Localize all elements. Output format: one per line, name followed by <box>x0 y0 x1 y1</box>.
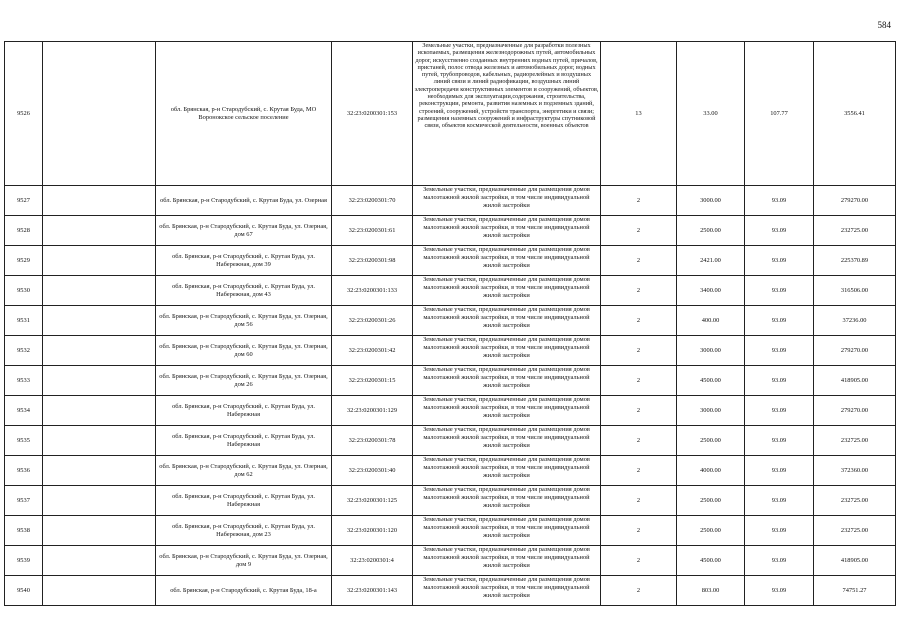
area-cell: 803.00 <box>677 576 745 606</box>
specific-value-cell: 93.09 <box>745 366 814 396</box>
specific-value-cell: 93.09 <box>745 276 814 306</box>
address-cell: обл. Брянская, р-н Стародубский, с. Крутая Буда, ул. Набережная <box>156 486 332 516</box>
permitted-use-cell: Земельные участки, предназначенные для размещения домов малоэтажной жилой застройки, в том числе индивидуальной жилой застройки <box>413 486 601 516</box>
permitted-use-cell: Земельные участки, предназначенные для размещения домов малоэтажной жилой застройки, в том числе индивидуальной жилой застройки <box>413 576 601 606</box>
row-number-cell: 9539 <box>5 546 43 576</box>
cadastral-value-cell: 316506.00 <box>814 276 896 306</box>
empty-cell <box>43 42 156 186</box>
permitted-use-cell: Земельные участки, предназначенные для размещения домов малоэтажной жилой застройки, в том числе индивидуальной жилой застройки <box>413 186 601 216</box>
cadastral-number-cell: 32:23:0200301:120 <box>332 516 413 546</box>
cadastral-value-cell: 232725.00 <box>814 426 896 456</box>
address-cell: обл. Брянская, р-н Стародубский, с. Крутая Буда, ул. Набережная <box>156 426 332 456</box>
area-cell: 2500.00 <box>677 216 745 246</box>
group-code-cell: 2 <box>601 216 677 246</box>
address-cell: обл. Брянская, р-н Стародубский, с. Крутая Буда, ул. Озерная, дом 26 <box>156 366 332 396</box>
table-row <box>5 486 896 516</box>
specific-value-cell: 93.09 <box>745 246 814 276</box>
area-cell: 2500.00 <box>677 486 745 516</box>
permitted-use-cell: Земельные участки, предназначенные для размещения домов малоэтажной жилой застройки, в том числе индивидуальной жилой застройки <box>413 276 601 306</box>
group-code-cell: 2 <box>601 186 677 216</box>
specific-value-cell: 93.09 <box>745 456 814 486</box>
area-cell: 4500.00 <box>677 546 745 576</box>
permitted-use-cell: Земельные участки, предназначенные для размещения домов малоэтажной жилой застройки, в том числе индивидуальной жилой застройки <box>413 366 601 396</box>
cadastral-number-cell: 32:23:0200301:125 <box>332 486 413 516</box>
empty-cell <box>43 396 156 426</box>
address-cell: обл. Брянская, р-н Стародубский, с. Крутая Буда, ул. Набережная <box>156 396 332 426</box>
row-number-cell: 9533 <box>5 366 43 396</box>
cadastral-value-cell: 225370.89 <box>814 246 896 276</box>
area-cell: 4500.00 <box>677 366 745 396</box>
permitted-use-cell: Земельные участки, предназначенные для размещения домов малоэтажной жилой застройки, в том числе индивидуальной жилой застройки <box>413 426 601 456</box>
row-number-cell: 9528 <box>5 216 43 246</box>
cadastral-value-cell: 279270.00 <box>814 336 896 366</box>
empty-cell <box>43 186 156 216</box>
permitted-use-cell: Земельные участки, предназначенные для размещения домов малоэтажной жилой застройки, в том числе индивидуальной жилой застройки <box>413 216 601 246</box>
address-cell: обл. Брянская, р-н Стародубский, с. Крутая Буда, ул. Набережная, дом 39 <box>156 246 332 276</box>
cadastral-number-cell: 32:23:0200301:70 <box>332 186 413 216</box>
table-row <box>5 426 896 456</box>
group-code-cell: 2 <box>601 546 677 576</box>
group-code-cell: 2 <box>601 486 677 516</box>
cadastral-number-cell: 32:23:0200301:143 <box>332 576 413 606</box>
permitted-use-cell: Земельные участки, предназначенные для размещения домов малоэтажной жилой застройки, в том числе индивидуальной жилой застройки <box>413 336 601 366</box>
permitted-use-cell: Земельные участки, предназначенные для размещения домов малоэтажной жилой застройки, в том числе индивидуальной жилой застройки <box>413 246 601 276</box>
cadastral-value-table <box>4 41 896 606</box>
group-code-cell: 2 <box>601 246 677 276</box>
area-cell: 2500.00 <box>677 426 745 456</box>
table-row <box>5 456 896 486</box>
row-number-cell: 9529 <box>5 246 43 276</box>
address-cell: обл. Брянская, р-н Стародубский, с. Крутая Буда, МО Воронокское сельское поселение <box>156 42 332 186</box>
table-row <box>5 42 896 186</box>
cadastral-value-cell: 418905.00 <box>814 366 896 396</box>
table-body <box>5 42 896 606</box>
group-code-cell: 2 <box>601 366 677 396</box>
specific-value-cell: 93.09 <box>745 576 814 606</box>
specific-value-cell: 93.09 <box>745 426 814 456</box>
page-number: 584 <box>877 20 891 30</box>
row-number-cell: 9530 <box>5 276 43 306</box>
group-code-cell: 2 <box>601 516 677 546</box>
address-cell: обл. Брянская, р-н Стародубский, с. Крутая Буда, ул. Озерная <box>156 186 332 216</box>
cadastral-value-cell: 232725.00 <box>814 516 896 546</box>
row-number-cell: 9540 <box>5 576 43 606</box>
empty-cell <box>43 486 156 516</box>
empty-cell <box>43 246 156 276</box>
permitted-use-cell: Земельные участки, предназначенные для размещения домов малоэтажной жилой застройки, в том числе индивидуальной жилой застройки <box>413 546 601 576</box>
empty-cell <box>43 276 156 306</box>
table-row <box>5 546 896 576</box>
empty-cell <box>43 456 156 486</box>
table-row <box>5 366 896 396</box>
table-row <box>5 516 896 546</box>
empty-cell <box>43 216 156 246</box>
cadastral-value-cell: 232725.00 <box>814 486 896 516</box>
address-cell: обл. Брянская, р-н Стародубский, с. Крутая Буда, ул. Озерная, дом 56 <box>156 306 332 336</box>
area-cell: 2500.00 <box>677 516 745 546</box>
address-cell: обл. Брянская, р-н Стародубский, с. Крутая Буда, ул. Озерная, дом 62 <box>156 456 332 486</box>
group-code-cell: 2 <box>601 336 677 366</box>
address-cell: обл. Брянская, р-н Стародубский, с. Крутая Буда, ул. Озерная, дом 67 <box>156 216 332 246</box>
specific-value-cell: 93.09 <box>745 306 814 336</box>
group-code-cell: 2 <box>601 426 677 456</box>
cadastral-number-cell: 32:23:0200301:15 <box>332 366 413 396</box>
area-cell: 33.00 <box>677 42 745 186</box>
empty-cell <box>43 516 156 546</box>
empty-cell <box>43 576 156 606</box>
cadastral-number-cell: 32:23:0200301:61 <box>332 216 413 246</box>
group-code-cell: 2 <box>601 576 677 606</box>
cadastral-number-cell: 32:23:0200301:98 <box>332 246 413 276</box>
row-number-cell: 9532 <box>5 336 43 366</box>
table-row <box>5 336 896 366</box>
table-row <box>5 576 896 606</box>
group-code-cell: 2 <box>601 306 677 336</box>
address-cell: обл. Брянская, р-н Стародубский, с. Крутая Буда, ул. Озерная, дом 60 <box>156 336 332 366</box>
row-number-cell: 9536 <box>5 456 43 486</box>
row-number-cell: 9538 <box>5 516 43 546</box>
row-number-cell: 9526 <box>5 42 43 186</box>
cadastral-value-cell: 74751.27 <box>814 576 896 606</box>
area-cell: 3000.00 <box>677 186 745 216</box>
table-row <box>5 276 896 306</box>
cadastral-number-cell: 32:23:0200301:4 <box>332 546 413 576</box>
table-row <box>5 216 896 246</box>
empty-cell <box>43 366 156 396</box>
permitted-use-cell: Земельные участки, предназначенные для размещения домов малоэтажной жилой застройки, в том числе индивидуальной жилой застройки <box>413 396 601 426</box>
group-code-cell: 2 <box>601 276 677 306</box>
cadastral-number-cell: 32:23:0200301:78 <box>332 426 413 456</box>
group-code-cell: 2 <box>601 456 677 486</box>
permitted-use-cell: Земельные участки, предназначенные для разработки полезных ископаемых, размещения железнодорожных путей, автомобильных дорог, искусственно созданных внутренних водных путей, причалов, пристаней, полос отвода железных и автомобильных дорог, водных путей, трубопроводов, кабельных, радиорелейных и воздушных линий связи и линий радиофикации, воздушных линий электропередачи конструктивных элементов и сооружений, объектов, необходимых для эксплуатации,содержания, строительства, реконструкции, ремонта, развития наземных и подземных зданий, строений, сооружений, устройств транспорта, энергетики и связи; размещения наземных сооружений и инфраструктуры спутниковой связи, объектов космической деятельности, военных объектов <box>413 42 601 186</box>
row-number-cell: 9537 <box>5 486 43 516</box>
cadastral-value-cell: 279270.00 <box>814 396 896 426</box>
area-cell: 3400.00 <box>677 276 745 306</box>
specific-value-cell: 93.09 <box>745 186 814 216</box>
empty-cell <box>43 426 156 456</box>
cadastral-value-cell: 232725.00 <box>814 216 896 246</box>
specific-value-cell: 93.09 <box>745 486 814 516</box>
row-number-cell: 9534 <box>5 396 43 426</box>
empty-cell <box>43 306 156 336</box>
cadastral-value-cell: 279270.00 <box>814 186 896 216</box>
row-number-cell: 9527 <box>5 186 43 216</box>
table-row <box>5 396 896 426</box>
table-row <box>5 306 896 336</box>
empty-cell <box>43 546 156 576</box>
address-cell: обл. Брянская, р-н Стародубский, с. Крутая Буда, 18-а <box>156 576 332 606</box>
row-number-cell: 9531 <box>5 306 43 336</box>
empty-cell <box>43 336 156 366</box>
group-code-cell: 2 <box>601 396 677 426</box>
permitted-use-cell: Земельные участки, предназначенные для размещения домов малоэтажной жилой застройки, в том числе индивидуальной жилой застройки <box>413 516 601 546</box>
cadastral-number-cell: 32:23:0200301:133 <box>332 276 413 306</box>
area-cell: 3000.00 <box>677 336 745 366</box>
cadastral-value-cell: 418905.00 <box>814 546 896 576</box>
table-row <box>5 186 896 216</box>
cadastral-number-cell: 32:23:0200301:26 <box>332 306 413 336</box>
address-cell: обл. Брянская, р-н Стародубский, с. Крутая Буда, ул. Набережная, дом 43 <box>156 276 332 306</box>
specific-value-cell: 93.09 <box>745 516 814 546</box>
cadastral-number-cell: 32:23:0200301:129 <box>332 396 413 426</box>
area-cell: 3000.00 <box>677 396 745 426</box>
specific-value-cell: 93.09 <box>745 396 814 426</box>
cadastral-number-cell: 32:23:0200301:40 <box>332 456 413 486</box>
row-number-cell: 9535 <box>5 426 43 456</box>
area-cell: 2421.00 <box>677 246 745 276</box>
permitted-use-cell: Земельные участки, предназначенные для размещения домов малоэтажной жилой застройки, в том числе индивидуальной жилой застройки <box>413 306 601 336</box>
specific-value-cell: 107.77 <box>745 42 814 186</box>
area-cell: 4000.00 <box>677 456 745 486</box>
cadastral-value-cell: 3556.41 <box>814 42 896 186</box>
address-cell: обл. Брянская, р-н Стародубский, с. Крутая Буда, ул. Набережная, дом 23 <box>156 516 332 546</box>
area-cell: 400.00 <box>677 306 745 336</box>
cadastral-number-cell: 32:23:0200301:42 <box>332 336 413 366</box>
cadastral-value-cell: 37236.00 <box>814 306 896 336</box>
cadastral-number-cell: 32:23:0200301:153 <box>332 42 413 186</box>
specific-value-cell: 93.09 <box>745 216 814 246</box>
permitted-use-cell: Земельные участки, предназначенные для размещения домов малоэтажной жилой застройки, в том числе индивидуальной жилой застройки <box>413 456 601 486</box>
address-cell: обл. Брянская, р-н Стародубский, с. Крутая Буда, ул. Озерная, дом 9 <box>156 546 332 576</box>
group-code-cell: 13 <box>601 42 677 186</box>
cadastral-value-cell: 372360.00 <box>814 456 896 486</box>
specific-value-cell: 93.09 <box>745 546 814 576</box>
table-row <box>5 246 896 276</box>
specific-value-cell: 93.09 <box>745 336 814 366</box>
